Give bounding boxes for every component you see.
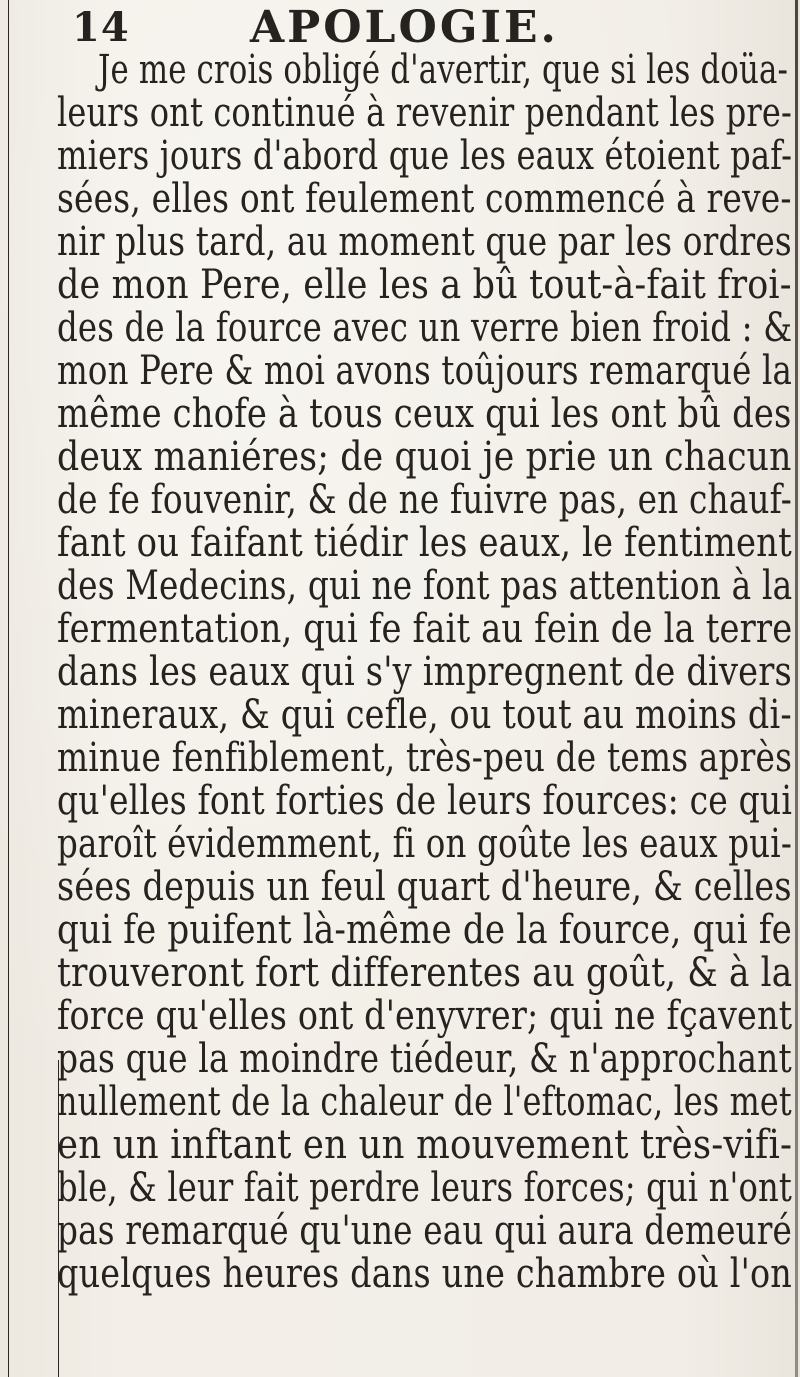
page-number: 14 (72, 4, 130, 51)
text-line: ble, & leur fait perdre leurs forces; qui n'ont (57, 1165, 793, 1211)
text-line: quelques heures dans une chambre où l'on (57, 1251, 792, 1297)
text-line: dans les eaux qui s'y impregnent de divers (57, 649, 792, 695)
text-line: miers jours d'abord que les eaux étoient paf- (57, 133, 793, 179)
text-line: force qu'elles ont d'enyvrer; qui ne fçavent (57, 993, 793, 1039)
text-line: de mon Pere, elle les a bû tout-à-fait froi- (57, 262, 792, 308)
text-line: en un inftant en un mouvement très-vifi- (57, 1122, 793, 1168)
text-line: mineraux, & qui cefle, ou tout au moins di- (57, 692, 792, 738)
text-line: pas remarqué qu'une eau qui aura demeuré (57, 1208, 793, 1254)
text-line: des de la fource avec un verre bien froid : & (57, 305, 793, 351)
text-line: des Medecins, qui ne font pas attention à la (57, 563, 793, 609)
text-line: même chofe à tous ceux qui les ont bû des (57, 391, 792, 437)
text-line: nullement de la chaleur de l'eftomac, les met (57, 1079, 792, 1125)
text-line: nir plus tard, au moment que par les ordres (57, 219, 792, 265)
text-line: leurs ont continué à revenir pendant les pre- (57, 90, 792, 136)
text-line: sées depuis un feul quart d'heure, & celles (57, 864, 792, 910)
page-gutter-line (8, 0, 9, 1377)
text-line: de fe fouvenir, & de ne fuivre pas, en chauf- (57, 477, 792, 523)
text-line: sées, elles ont feulement commencé à reve- (57, 176, 792, 222)
page-header (0, 2, 800, 53)
text-line: Je me crois obligé d'avertir, que si les doüa- (98, 47, 789, 93)
text-line: fant ou faifant tiédir les eaux, le fentiment (57, 520, 792, 566)
running-head: APOLOGIE. (250, 2, 559, 53)
page-right-edge (795, 0, 798, 1377)
text-line: fermentation, qui fe fait au fein de la terre (57, 606, 793, 652)
text-line: trouveront fort differentes au goût, & à la (57, 950, 793, 996)
text-line: qui fe puifent là-même de la fource, qui fe (57, 907, 792, 953)
text-line: pas que la moindre tiédeur, & n'approchant (57, 1036, 792, 1082)
text-line: qu'elles font forties de leurs fources: ce qui (57, 778, 793, 824)
text-line: mon Pere & moi avons toûjours remarqué la (57, 348, 793, 394)
text-line: paroît évidemment, fi on goûte les eaux pui- (57, 821, 792, 867)
text-line: minue fenfiblement, très-peu de tems après (57, 735, 793, 781)
text-line: deux maniéres; de quoi je prie un chacun (57, 434, 792, 480)
